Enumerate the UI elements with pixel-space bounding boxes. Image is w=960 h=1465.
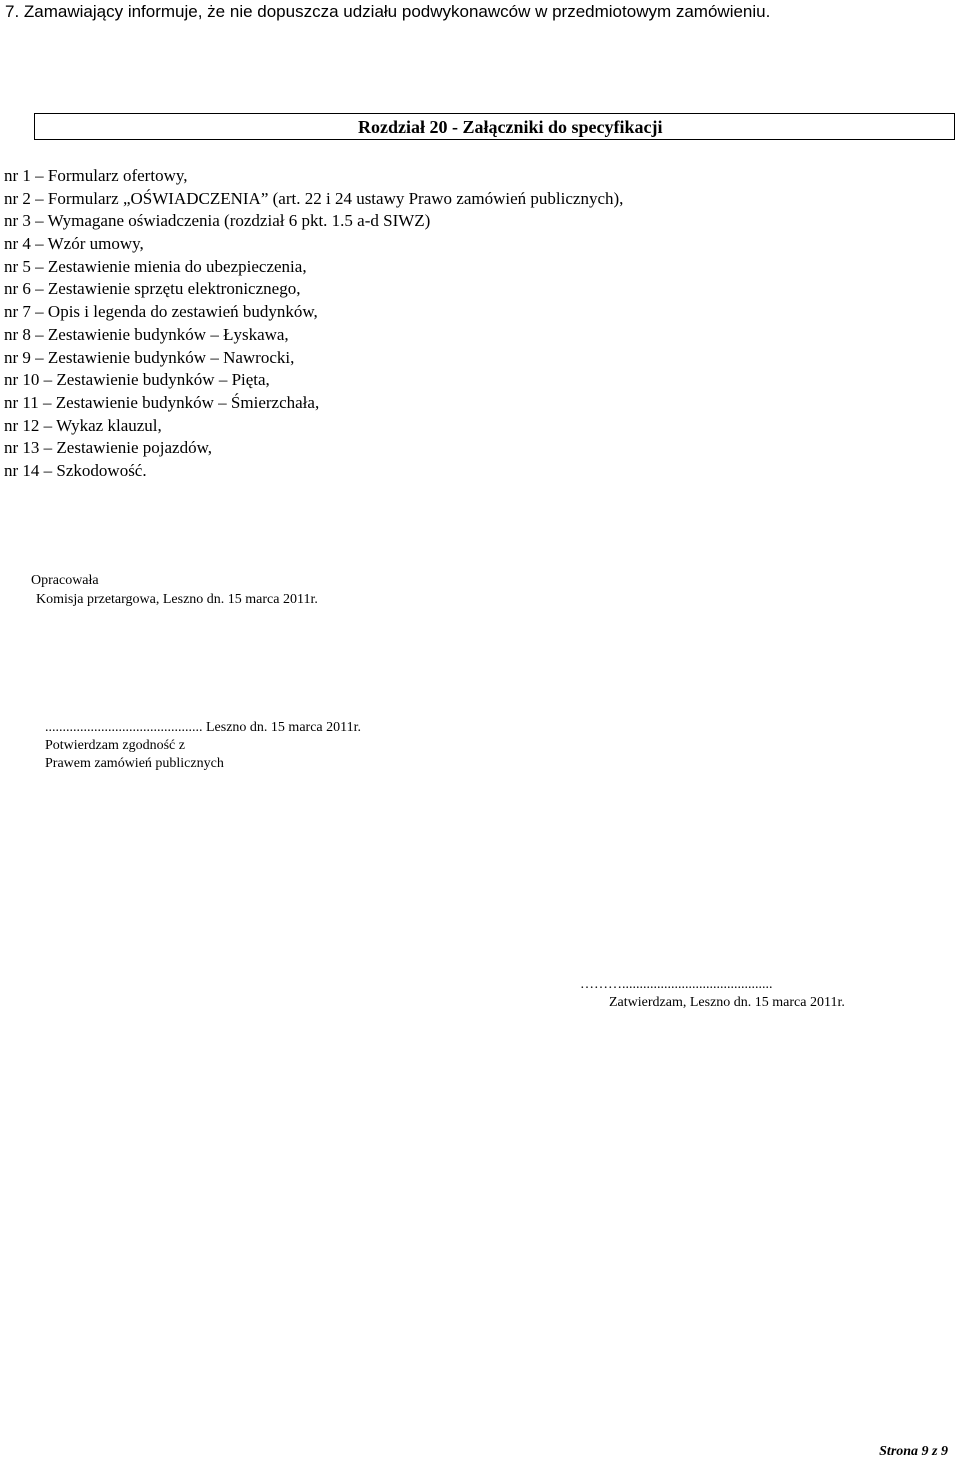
attachment-item: nr 1 – Formularz ofertowy,: [4, 166, 188, 185]
attachment-item: nr 13 – Zestawienie pojazdów,: [4, 438, 213, 458]
legal-confirmation-line2: Prawem zamówień publicznych: [45, 756, 224, 771]
attachment-item: nr 2 – Formularz „OŚWIADCZENIA” (art. 22 i 24 ustawy Prawo zamówień publicznych),: [4, 188, 624, 208]
legal-confirmation-date: ............................................. Leszno dn. 15 marca 2011r.: [45, 720, 361, 735]
prepared-by-label: Opracowała: [31, 573, 99, 588]
attachment-item: nr 8 – Zestawienie budynków – Łyskawa,: [4, 324, 289, 344]
attachments-list: [4, 165, 623, 483]
attachment-item: nr 10 – Zestawienie budynków – Pięta,: [4, 370, 270, 390]
attachment-item: nr 11 – Zestawienie budynków – Śmierzchała,: [4, 392, 320, 412]
chapter-box: [34, 113, 955, 140]
page-number: Strona 9 z 9: [879, 1444, 948, 1459]
approval-text: Zatwierdzam, Leszno dn. 15 marca 2011r.: [609, 995, 845, 1010]
prepared-by-committee: Komisja przetargowa, Leszno dn. 15 marca 2011r.: [36, 592, 318, 607]
approval-dots: ………...........................................: [580, 977, 773, 992]
attachment-item: nr 3 – Wymagane oświadczenia (rozdział 6 pkt. 1.5 a-d SIWZ): [4, 211, 431, 231]
attachment-item: nr 6 – Zestawienie sprzętu elektronicznego,: [4, 279, 301, 299]
attachment-item: nr 4 – Wzór umowy,: [4, 234, 144, 254]
attachment-item: nr 7 – Opis i legenda do zestawień budynków,: [4, 302, 318, 322]
chapter-title: Rozdział 20 - Załączniki do specyfikacji: [358, 117, 663, 137]
header-point: 7. Zamawiający informuje, że nie dopuszcza udziału podwykonawców w przedmiotowym zamówieniu.: [5, 2, 771, 21]
attachment-item: nr 9 – Zestawienie budynków – Nawrocki,: [4, 347, 295, 367]
legal-confirmation-line1: Potwierdzam zgodność z: [45, 738, 185, 753]
attachment-item: nr 5 – Zestawienie mienia do ubezpieczenia,: [4, 256, 307, 276]
attachment-item: nr 14 – Szkodowość.: [4, 460, 147, 480]
attachment-item: nr 12 – Wykaz klauzul,: [4, 415, 162, 435]
